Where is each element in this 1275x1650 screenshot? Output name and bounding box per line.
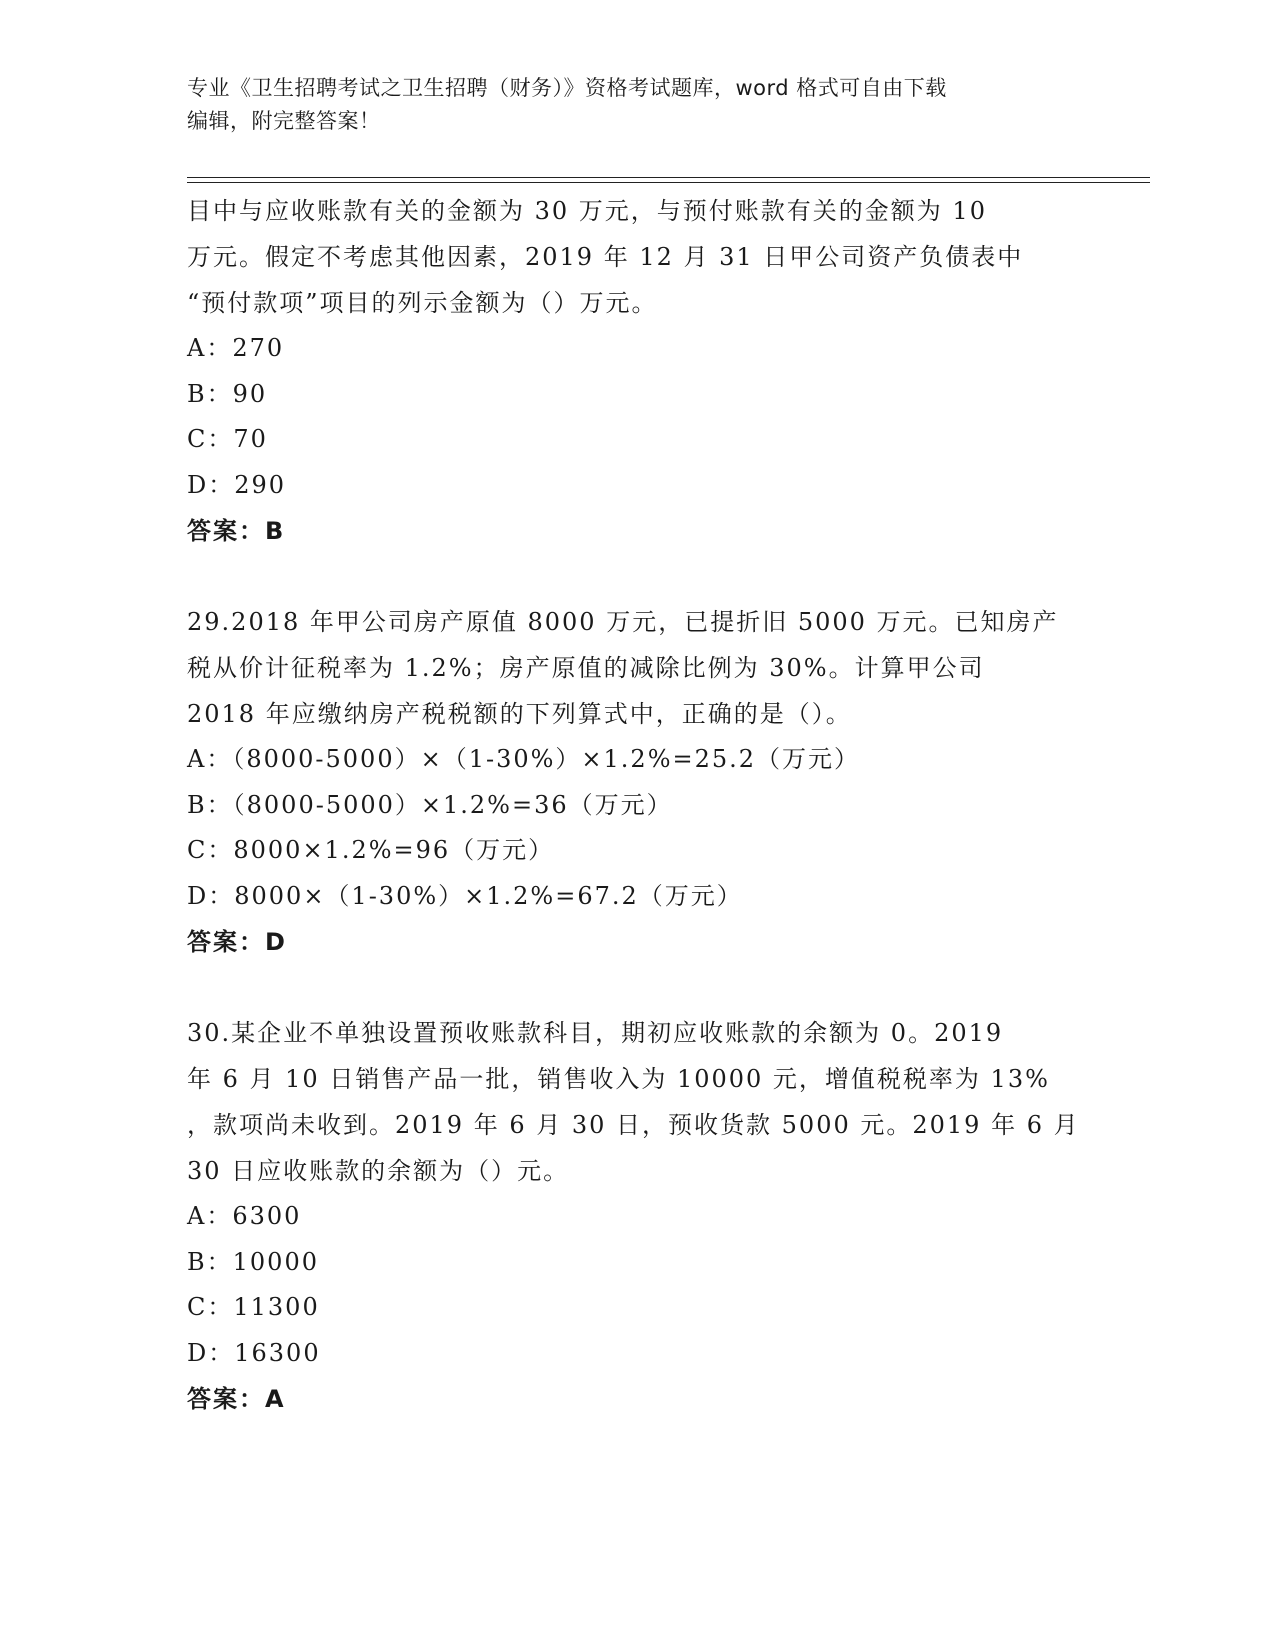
question-text-line: 万元。假定不考虑其他因素，2019 年 12 月 31 日甲公司资产负债表中 [187, 243, 1024, 271]
option-d: D：290 [187, 470, 287, 499]
header-divider-bottom [187, 182, 1150, 183]
question-28 [187, 188, 1087, 554]
document-header [187, 72, 1067, 138]
question-text-line: 30 日应收账款的余额为（）元。 [187, 1157, 570, 1185]
option-c: C：11300 [187, 1293, 320, 1321]
question-text-line: 年 6 月 10 日销售产品一批，销售收入为 10000 元，增值税税率为 13% [187, 1065, 1050, 1093]
question-text-line: 2018 年应缴纳房产税税额的下列算式中，正确的是（）。 [187, 700, 852, 728]
option-d: D：8000×（1-30%）×1.2%=67.2（万元） [187, 881, 743, 910]
question-text-line: ，款项尚未收到。2019 年 6 月 30 日，预收货款 5000 元。2019 年 6 月 [187, 1111, 1080, 1139]
question-list [187, 188, 1087, 1422]
header-line-1: 专业《卫生招聘考试之卫生招聘（财务）》资格考试题库，word 格式可自由下载 [187, 76, 947, 100]
option-a: A：（8000-5000）×（1-30%）×1.2%=25.2（万元） [187, 745, 861, 773]
question-30 [187, 1010, 1087, 1422]
question-text-line: 目中与应收账款有关的金额为 30 万元，与预付账款有关的金额为 10 [187, 197, 987, 225]
question-text-line: 30.某企业不单独设置预收账款科目，期初应收账款的余额为 0。2019 [187, 1019, 1004, 1047]
header-line-2: 编辑，附完整答案！ [187, 109, 381, 133]
option-d: D：16300 [187, 1338, 321, 1367]
option-c: C：70 [187, 425, 268, 453]
question-29 [187, 599, 1087, 965]
header-divider-top [187, 177, 1150, 178]
answer: 答案：A [187, 1385, 286, 1413]
option-c: C：8000×1.2%=96（万元） [187, 836, 555, 864]
answer: 答案：B [187, 517, 286, 545]
option-a: A：6300 [187, 1202, 302, 1230]
answer: 答案：D [187, 928, 287, 956]
option-b: B：10000 [187, 1247, 319, 1276]
option-b: B：90 [187, 379, 268, 408]
option-a: A：270 [187, 334, 285, 362]
question-text-line: 29.2018 年甲公司房产原值 8000 万元，已提折旧 5000 万元。已知房产 [187, 608, 1059, 636]
option-b: B：（8000-5000）×1.2%=36（万元） [187, 790, 673, 819]
question-text-line: 税从价计征税率为 1.2%；房产原值的减除比例为 30%。计算甲公司 [187, 654, 985, 682]
question-text-line: “预付款项”项目的列示金额为（）万元。 [187, 289, 658, 317]
